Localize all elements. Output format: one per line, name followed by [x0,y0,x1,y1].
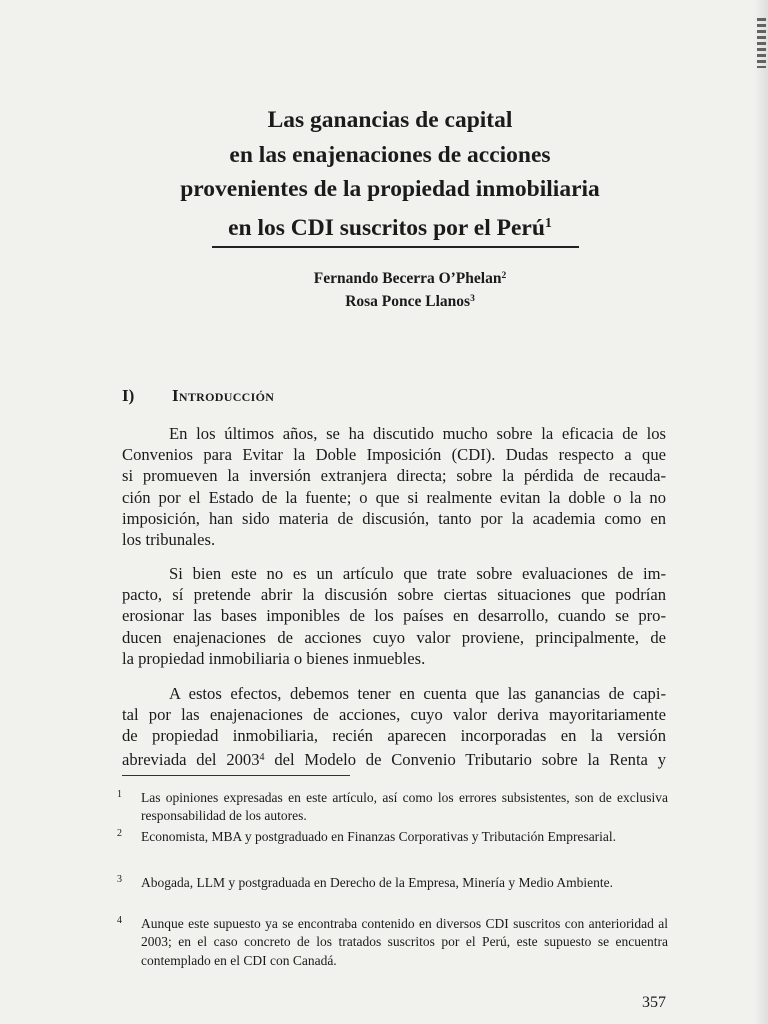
text-line: de propiedad inmobiliaria, recién aparecen incorporadas en la versión [122,726,666,746]
text-line: imposición, han sido materia de discusión, tanto por la academia como en [122,508,666,528]
author-name: Fernando Becerra O’Phelan [313,270,502,287]
title-line: en las enajenaciones de acciones [229,141,551,168]
section-heading [122,386,682,406]
footnote-divider [122,775,350,776]
footnote-ref-4[interactable]: 4 [259,751,265,763]
section-title: Introducción [172,386,275,405]
text-line: los tribunales. [122,530,216,550]
footnote-ref-3[interactable]: 3 [470,294,475,304]
title-line [120,207,660,246]
text-line: pacto, sí pretende abrir la discusión sobre ciertas situaciones que podrían [122,585,666,605]
footnote [117,789,668,826]
text-line: la propiedad inmobiliaria o bienes inmuebles. [122,648,426,668]
text-segment: abreviada del 2003 [122,749,260,769]
page-number: 357 [642,994,666,1011]
author-name: Rosa Ponce Llanos [345,293,471,310]
paragraph [122,563,666,669]
scan-shadow [754,0,768,1024]
text-line: A estos efectos, debemos tener en cuenta que las ganancias de capi- [169,684,666,703]
footnote [117,828,668,846]
footnote-number: 1 [117,789,122,800]
title-line: Las ganancias de capital [267,107,513,133]
footnote [117,915,668,970]
title-line-text: en los CDI suscritos por el Perú [228,214,545,241]
paragraph [122,423,666,550]
text-line: ducen enajenaciones de acciones cuyo valor proviene, principalmente, de [122,627,666,647]
footnote-number: 4 [117,915,122,926]
footnote-number: 3 [117,874,122,885]
scan-artifact [757,18,766,68]
footnote-text: Aunque este supuesto ya se encontraba contenido en diversos CDI suscritos con anterioridad al 2003; en el caso concreto de los tratados suscritos por el Perú, este supuesto se encuentra contemplado en el CDI con Canadá. [141,916,668,968]
text-segment: del Modelo de Convenio Tributario sobre la Renta y [274,749,666,769]
footnote-number: 2 [117,828,122,839]
text-line: Si bien este no es un artículo que trate sobre evaluaciones de im- [169,564,666,583]
author-list [200,266,620,312]
text-line [122,747,666,770]
text-line: En los últimos años, se ha discutido mucho sobre la eficacia de los [169,424,666,443]
text-line: erosionar las bases imponibles de los países en desarrollo, cuando se pro- [122,606,666,626]
footnote [117,874,668,892]
title-divider [212,246,579,248]
footnote-ref-1[interactable]: 1 [544,215,552,231]
footnote-text: Economista, MBA y postgraduado en Finanzas Corporativas y Tributación Empresarial. [141,829,617,844]
section-number: I) [122,386,135,405]
text-line: ción por el Estado de la fuente; o que si realmente evitan la doble o la no [122,487,666,507]
title-line: provenientes de la propiedad inmobiliaria [180,176,600,202]
text-line: si promueven la inversión extranjera directa; sobre la pérdida de recauda- [122,466,666,486]
footnote-text: Abogada, LLM y postgraduada en Derecho de la Empresa, Minería y Medio Ambiente. [141,875,613,890]
text-line: Convenios para Evitar la Doble Imposición (CDI). Dudas respecto a que [122,445,666,465]
footnote-ref-2[interactable]: 2 [501,271,507,281]
footnote-text: Las opiniones expresadas en este artículo, así como los errores subsistentes, son de exclusiva responsabilidad de los autores. [141,790,668,824]
paragraph [122,683,666,770]
text-line: tal por las enajenaciones de acciones, cuyo valor deriva mayoritariamente [122,705,666,725]
author [200,289,620,312]
article-title [120,103,660,245]
author [200,266,620,289]
